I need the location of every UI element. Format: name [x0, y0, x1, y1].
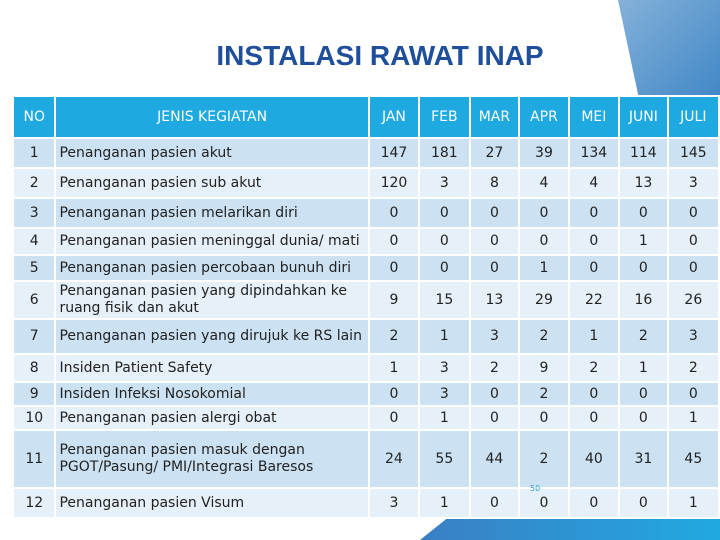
- table-cell: 0: [519, 406, 568, 430]
- table-cell: 12: [13, 488, 55, 518]
- table-cell: 55: [419, 430, 469, 488]
- table-cell: 0: [419, 255, 469, 281]
- table-row: [13, 354, 719, 382]
- table-cell: 13: [619, 168, 668, 198]
- page-title: INSTALASI RAWAT INAP: [216, 40, 544, 71]
- table-cell: 1: [419, 319, 469, 354]
- table-cell: 2: [619, 319, 668, 354]
- table-cell: 27: [470, 138, 520, 168]
- table-cell: 11: [13, 430, 55, 488]
- table-cell: Penanganan pasien sub akut: [55, 168, 368, 198]
- table-cell: 2: [519, 382, 568, 406]
- table-cell: Penanganan pasien masuk dengan PGOT/Pasung/ PMI/Integrasi Baresos: [55, 430, 368, 488]
- table-cell: 0: [369, 406, 419, 430]
- table-cell: 0: [668, 382, 719, 406]
- table-cell: 4: [519, 168, 568, 198]
- table-cell: 0: [619, 488, 668, 518]
- table-cell: 0: [519, 198, 568, 228]
- table-cell: 2: [369, 319, 419, 354]
- table-row: [13, 138, 719, 168]
- table-cell: 0: [569, 228, 619, 255]
- table-cell: 22: [569, 281, 619, 319]
- table-cell: 0: [668, 228, 719, 255]
- table-cell: Penanganan pasien alergi obat: [55, 406, 368, 430]
- table-cell: 1: [419, 488, 469, 518]
- table-cell: 1: [13, 138, 55, 168]
- table-cell: 0: [519, 488, 568, 518]
- table-cell: 0: [470, 406, 520, 430]
- table-cell: 0: [569, 382, 619, 406]
- table-row: [13, 319, 719, 354]
- table-cell: 181: [419, 138, 469, 168]
- table-cell: 2: [519, 430, 568, 488]
- table-cell: 2: [519, 319, 568, 354]
- table-cell: Insiden Infeksi Nosokomial: [55, 382, 368, 406]
- table-cell: 6: [13, 281, 55, 319]
- column-header: JULI: [668, 96, 719, 138]
- table-cell: Penanganan pasien meninggal dunia/ mati: [55, 228, 368, 255]
- table-row: [13, 228, 719, 255]
- table-cell: 7: [13, 319, 55, 354]
- table-cell: 9: [519, 354, 568, 382]
- table-cell: 0: [619, 255, 668, 281]
- table-cell: 0: [470, 198, 520, 228]
- table-cell: 2: [668, 354, 719, 382]
- page-number: 50: [530, 484, 541, 493]
- table-cell: 3: [419, 354, 469, 382]
- table-cell: Insiden Patient Safety: [55, 354, 368, 382]
- table-cell: 145: [668, 138, 719, 168]
- table-cell: 134: [569, 138, 619, 168]
- table-cell: 4: [569, 168, 619, 198]
- column-header: JUNI: [619, 96, 668, 138]
- table-cell: Penanganan pasien akut: [55, 138, 368, 168]
- table-cell: 2: [470, 354, 520, 382]
- table-cell: 3: [668, 168, 719, 198]
- table-cell: 0: [470, 228, 520, 255]
- table-cell: 15: [419, 281, 469, 319]
- table-cell: 29: [519, 281, 568, 319]
- column-header: JENIS KEGIATAN: [55, 96, 368, 138]
- table-cell: Penanganan pasien yang dirujuk ke RS lain: [55, 319, 368, 354]
- table-row: [13, 168, 719, 198]
- table-row: [13, 255, 719, 281]
- table-row: [13, 281, 719, 319]
- table-cell: 0: [470, 382, 520, 406]
- table-cell: 9: [369, 281, 419, 319]
- table-cell: 1: [369, 354, 419, 382]
- table-cell: 0: [619, 198, 668, 228]
- table-cell: 0: [619, 406, 668, 430]
- table-row: [13, 198, 719, 228]
- table-cell: 10: [13, 406, 55, 430]
- table-row: [13, 488, 719, 518]
- table-row: [13, 430, 719, 488]
- table-cell: 1: [619, 228, 668, 255]
- table-cell: 1: [619, 354, 668, 382]
- column-header: MEI: [569, 96, 619, 138]
- table-cell: 45: [668, 430, 719, 488]
- table-cell: 39: [519, 138, 568, 168]
- table-cell: 0: [419, 198, 469, 228]
- table-cell: 5: [13, 255, 55, 281]
- table-cell: 0: [369, 198, 419, 228]
- table-cell: 26: [668, 281, 719, 319]
- table-cell: 0: [470, 488, 520, 518]
- table-cell: 4: [13, 228, 55, 255]
- table-row: [13, 406, 719, 430]
- table-cell: 40: [569, 430, 619, 488]
- table-cell: Penanganan pasien melarikan diri: [55, 198, 368, 228]
- table-cell: 3: [13, 198, 55, 228]
- table-cell: 2: [569, 354, 619, 382]
- table-cell: 24: [369, 430, 419, 488]
- table-cell: 16: [619, 281, 668, 319]
- table-cell: 44: [470, 430, 520, 488]
- activity-table: [12, 95, 720, 519]
- table-cell: 3: [419, 382, 469, 406]
- table-cell: 8: [470, 168, 520, 198]
- table-cell: 0: [619, 382, 668, 406]
- table-cell: Penanganan pasien Visum: [55, 488, 368, 518]
- table-cell: 31: [619, 430, 668, 488]
- table-cell: 0: [569, 255, 619, 281]
- table-cell: 0: [569, 406, 619, 430]
- column-header: NO: [13, 96, 55, 138]
- table-cell: 3: [419, 168, 469, 198]
- column-header: JAN: [369, 96, 419, 138]
- table-cell: Penanganan pasien yang dipindahkan ke ruang fisik dan akut: [55, 281, 368, 319]
- table-cell: 0: [419, 228, 469, 255]
- table-row: [13, 382, 719, 406]
- table-cell: 8: [13, 354, 55, 382]
- table-cell: 1: [419, 406, 469, 430]
- table-cell: 114: [619, 138, 668, 168]
- table-cell: 13: [470, 281, 520, 319]
- table-cell: 120: [369, 168, 419, 198]
- table-cell: 0: [369, 228, 419, 255]
- table-cell: 0: [668, 198, 719, 228]
- table-cell: 0: [569, 198, 619, 228]
- table-cell: 3: [369, 488, 419, 518]
- table-cell: 1: [668, 406, 719, 430]
- table-cell: 3: [470, 319, 520, 354]
- table-cell: 1: [519, 255, 568, 281]
- table-cell: 0: [369, 382, 419, 406]
- table-header-row: [13, 96, 719, 138]
- column-header: FEB: [419, 96, 469, 138]
- table-cell: 0: [470, 255, 520, 281]
- table-cell: 0: [369, 255, 419, 281]
- table-cell: 1: [668, 488, 719, 518]
- column-header: APR: [519, 96, 568, 138]
- table-cell: 0: [569, 488, 619, 518]
- table-cell: 0: [519, 228, 568, 255]
- table-cell: 147: [369, 138, 419, 168]
- table-cell: 1: [569, 319, 619, 354]
- table-cell: Penanganan pasien percobaan bunuh diri: [55, 255, 368, 281]
- table-cell: 0: [668, 255, 719, 281]
- table-cell: 2: [13, 168, 55, 198]
- table-cell: 9: [13, 382, 55, 406]
- column-header: MAR: [470, 96, 520, 138]
- table-cell: 3: [668, 319, 719, 354]
